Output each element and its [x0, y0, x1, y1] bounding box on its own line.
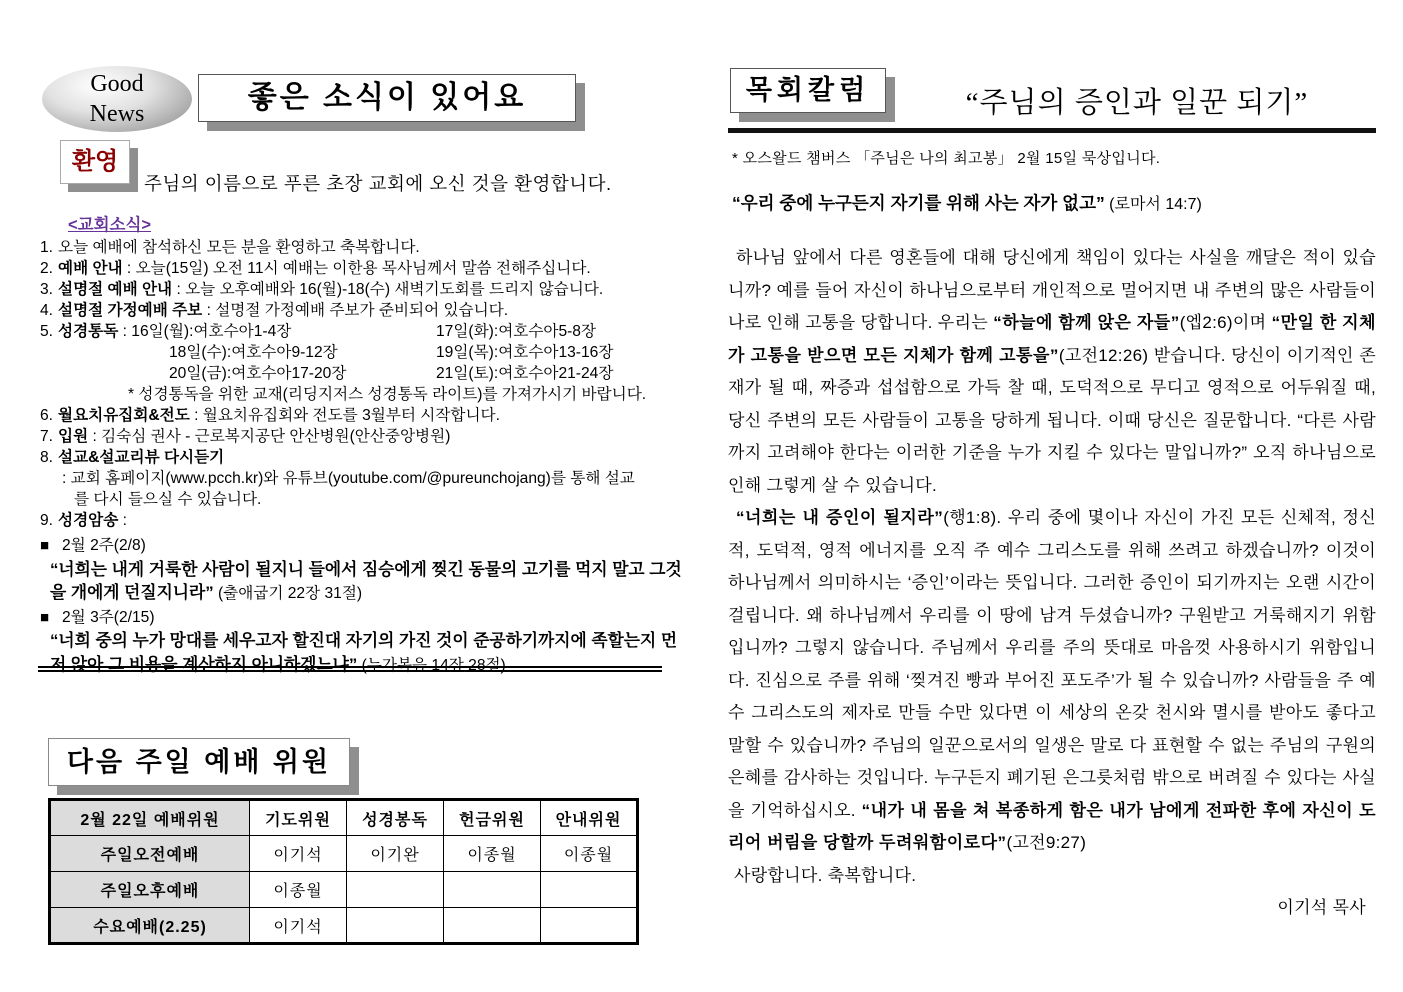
- key-verse: “우리 중에 누구든지 자기를 위해 사는 자가 없고” (로마서 14:7): [732, 193, 1202, 213]
- news-item-7: 7. 입원 : 김숙심 권사 - 근로복지공단 안산병원(안산중앙병원): [40, 428, 451, 445]
- news-item-8-detail-1: : 교회 홈페이지(www.pcch.kr)와 유튜브(youtube.com/@pureunchojang)를 통해 설교: [62, 470, 635, 487]
- news-item-5-bible-reading: 5. 성경통독 : 16일(월):여호수아1-4장 17일(화):여호수아5-8장: [40, 323, 597, 340]
- memorization-verse-2: “너희 중의 누가 망대를 세우고자 할진대 자기의 가진 것이 준공하기까지에 족할는지 먼저 앉아 그 비용을 계산하지 아니하겠느냐” (누가복음 14장 28절): [50, 631, 678, 674]
- closing-line: 사랑합니다. 축복합니다.: [734, 865, 917, 885]
- welcome-text: 주님의 이름으로 푸른 초장 교회에 오신 것을 환영합니다.: [144, 173, 612, 194]
- reading-day-3: 18일(수):여호수아9-12장: [169, 344, 338, 361]
- header-rule: [728, 128, 1376, 133]
- news-item-1: 1. 오늘 예배에 참석하신 모든 분을 환영하고 축복합니다.: [40, 239, 420, 256]
- reading-day-1: 16일(월):여호수아1-4장: [131, 323, 292, 340]
- header-offering: 헌금위원: [444, 800, 541, 836]
- news-item-6: 6. 월요치유집회&전도 : 월요치유집회와 전도를 3월부터 시작합니다.: [40, 407, 500, 424]
- section-divider: [38, 666, 662, 672]
- memorization-week-1: ■ 2월 2주(2/8): [40, 534, 690, 558]
- news-item-3: 3. 설명절 예배 안내 : 오늘 오후예배와 16(월)-18(수) 새벽기도회를 드리지 않습니다.: [40, 281, 604, 298]
- author-signature: 이기석 목사: [1277, 898, 1366, 917]
- header-usher: 안내위원: [541, 800, 638, 836]
- reading-note: * 성경통독을 위한 교재(리딩지저스 성경통독 라이트)를 가져가시기 바랍니다.: [128, 386, 647, 403]
- table-row: 주일오후예배 이종월: [50, 872, 638, 908]
- news-item-9: 9. 성경암송 :: [40, 512, 127, 529]
- square-bullet-icon: ■: [40, 537, 50, 554]
- worship-committee-table: [48, 798, 639, 945]
- church-news-heading: <교회소식>: [68, 216, 152, 234]
- key-verse-reference: (로마서 14:7): [1104, 196, 1202, 213]
- logo-line-1: Good: [90, 71, 144, 97]
- good-news-logo: [42, 66, 192, 132]
- news-item-8-detail-2: 를 다시 들으실 수 있습니다.: [74, 491, 262, 508]
- table-header-row: [50, 800, 638, 836]
- header-prayer: 기도위원: [250, 800, 347, 836]
- header-date: 2월 22일 예배위원: [50, 800, 250, 836]
- news-item-2: 2. 예배 안내 : 오늘(15일) 오전 11시 예배는 이한용 목사님께서 말씀 전해주십니다.: [40, 260, 591, 277]
- memorization-block: [40, 534, 690, 677]
- table-row: 주일오전예배 이기석 이기완 이종월 이종월: [50, 836, 638, 872]
- header-scripture-reading: 성경봉독: [347, 800, 444, 836]
- table-row: 수요예배(2.25) 이기석: [50, 908, 638, 944]
- logo-line-2: News: [89, 101, 145, 127]
- section-title-good-news: 좋은 소식이 있어요: [198, 74, 576, 122]
- news-item-4: 4. 설명절 가정예배 주보 : 설명절 가정예배 주보가 준비되어 있습니다.: [40, 302, 509, 319]
- column-body: [728, 242, 1376, 925]
- good-news-section: [38, 60, 690, 960]
- news-item-8: 8. 설교&설교리뷰 다시듣기: [40, 449, 225, 466]
- reading-day-4: 19일(목):여호수아13-16장: [436, 344, 614, 361]
- committee-title: 다음 주일 예배 위원: [48, 738, 350, 786]
- reading-day-6: 21일(토):여호수아21-24장: [436, 365, 614, 382]
- church-news-list: [40, 237, 690, 677]
- memorization-week-2: ■ 2월 3주(2/15): [40, 606, 690, 630]
- reading-day-5: 20일(금):여호수아17-20장: [169, 365, 347, 382]
- pastoral-column-title: “주님의 증인과 일꾼 되기”: [965, 87, 1309, 119]
- square-bullet-icon: ■: [40, 608, 50, 626]
- paragraph-2: “너희는 내 증인이 될지라”(행1:8). 우리 중에 몇이나 자신이 가진 모든 신체적, 정신적, 도덕적, 영적 에너지를 오직 주 예수 그리스도를 위해 쓰려고 하겠습니까? 이것이 하나님께서 의미하시는 ‘증인’이라는 뜻입니다. 그러한 증인이 되기까지는 오랜 시간이 걸립니다. 왜 하나님께서 우리를 이 땅에 남겨 두셨습니까? 구원받고 거룩해지기 위함입니까? 그렇지 않습니다. 주님께서 우리를 주의 뜻대로 마음껏 사용하시기 위함입니다. 진심으로 주를 위해 ‘찢겨진 빵과 부어진 포도주’가 될 수 있습니까? 사람들을 주 예수 그리스도의 제자로 만들 수만 있다면 이 세상의 온갖 천시와 멸시를 받아도 좋다고 말할 수 있습니까? 주님의 일꾼으로서의 일생은 말로 다 표현할 수 없는 주님의 구원의 은혜를 감사하는 것입니다. 누구든지 폐기된 은그릇처럼 밖으로 버려질 수 있다는 사실을 기억하십시오. “내가 내 몸을 쳐 복종하게 함은 내가 남에게 전파한 후에 자신이 도리어 버림을 당할까 두려워함이로다”(고전9:27): [728, 508, 1376, 852]
- welcome-badge: 환영: [60, 140, 130, 184]
- memorization-verse-1: “너희는 내게 거룩한 사람이 될지니 들에서 짐승에게 찢긴 동물의 고기를 먹지 말고 그것을 개에게 던질지니라” (출애굽기 22장 31절): [50, 559, 682, 602]
- paragraph-1: 하나님 앞에서 다른 영혼들에 대해 당신에게 책임이 있다는 사실을 깨달은 적이 있습니까? 예를 들어 자신이 하나님으로부터 개인적으로 멀어지면 내 주변의 많은 사람들이 나로 인해 고통을 당합니다. 우리는 “하늘에 함께 앉은 자들”(엡2:6)이며 “만일 한 지체가 고통을 받으면 모든 지체가 함께 고통을”(고전12:26) 받습니다. 당신이 이기적인 존재가 될 때, 짜증과 섭섭함으로 가득 찰 때, 도덕적으로 무디고 영적으로 어두워질 때, 당신 주변의 모든 사람들이 고통을 당하게 됩니다. 이때 당신은 질문합니다. “다른 사람까지 고려해야 한다는 이러한 기준을 누가 지킬 수 있다는 말입니까?” 오직 하나님으로 인해 그렇게 살 수 있습니다.: [728, 248, 1376, 495]
- pastoral-column-badge: 목회칼럼: [730, 68, 886, 113]
- source-note: * 오스왈드 챔버스 「주님은 나의 최고봉」 2월 15일 묵상입니다.: [732, 150, 1161, 167]
- pastoral-column-section: [728, 62, 1376, 982]
- reading-row-2: [40, 342, 690, 363]
- reading-row-3: [40, 363, 690, 384]
- reading-day-2: 17일(화):여호수아5-8장: [436, 323, 597, 340]
